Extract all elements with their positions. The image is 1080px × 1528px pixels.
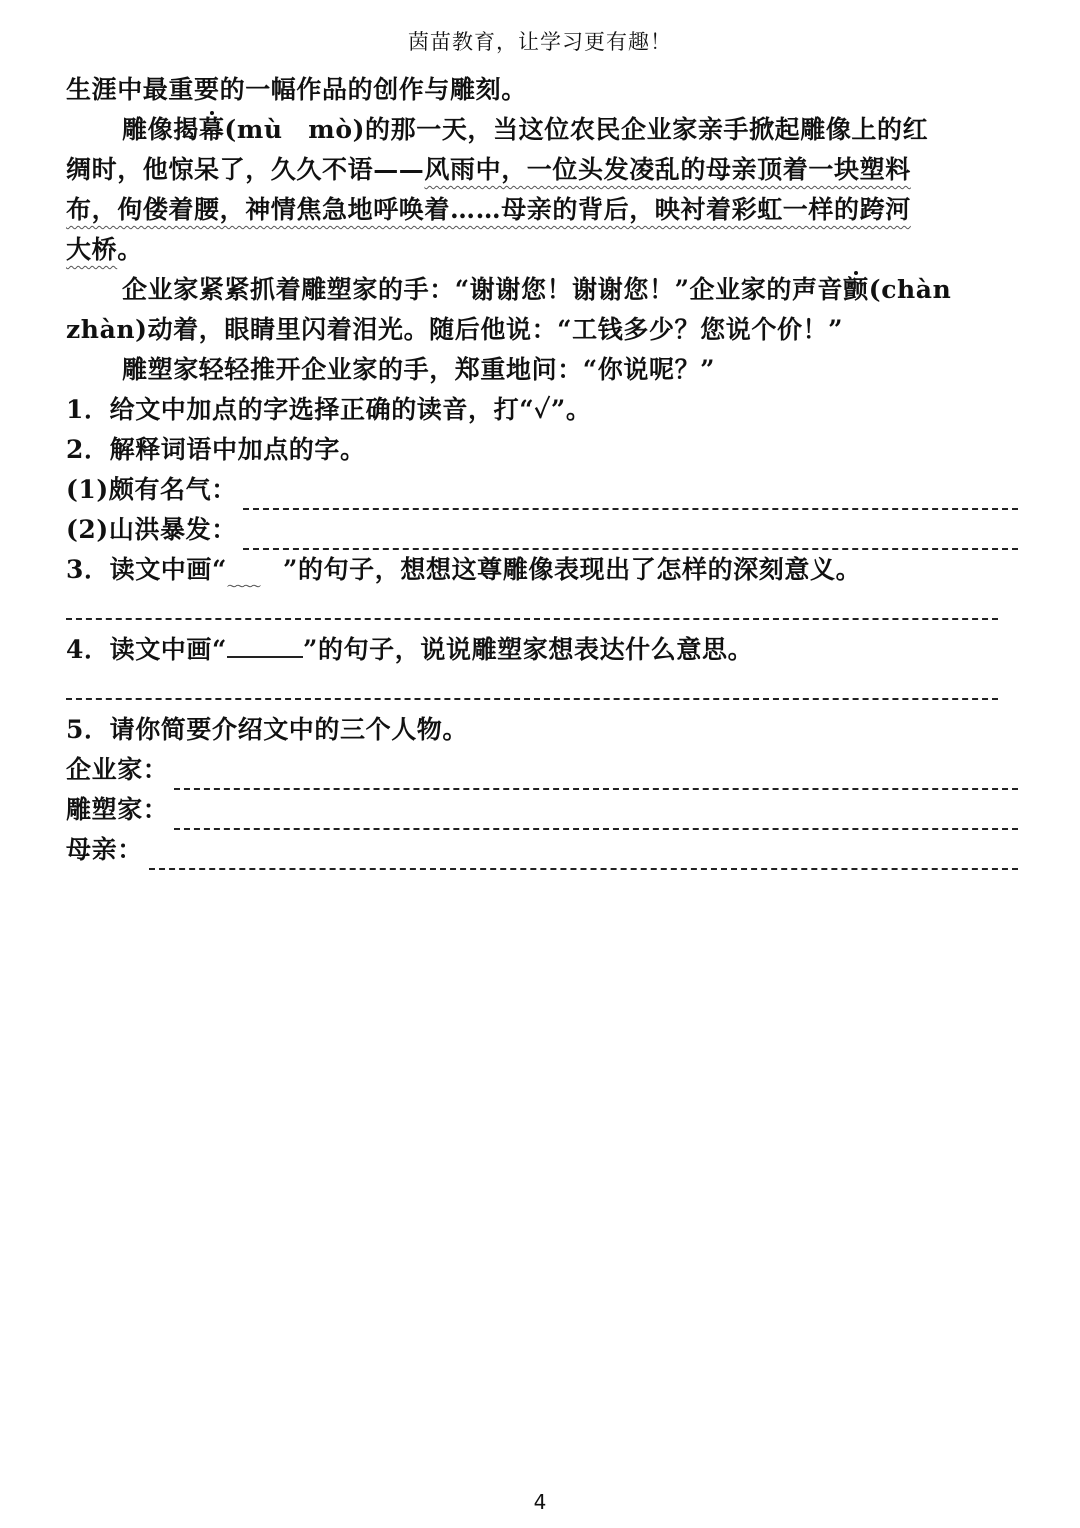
passage-paragraph-2-line-3 [66, 190, 1018, 230]
text: 雕像揭 [122, 115, 199, 144]
wavy-underlined-sentence: 大桥 [66, 235, 118, 264]
page-header: 茵苗教育，让学习更有趣！ [408, 30, 672, 54]
passage-paragraph-2-line-4 [66, 230, 1018, 270]
field-label: 母亲： [66, 835, 143, 864]
answer-blank[interactable] [243, 482, 1018, 510]
text: 。 [117, 235, 143, 264]
answer-blank[interactable] [174, 802, 1018, 830]
answer-rule [66, 618, 998, 620]
dotted-character: 颤 [843, 275, 869, 304]
answer-blank[interactable] [149, 842, 1018, 870]
text: ”的句子，想想这尊雕像表现出了怎样的深刻意义。 [282, 555, 862, 584]
field-label: (2)山洪暴发： [66, 515, 237, 544]
question-5-item-entrepreneur [66, 750, 1018, 790]
question-5-item-sculptor [66, 790, 1018, 830]
text: 企业家紧紧抓着雕塑家的手：“谢谢您！谢谢您！”企业家的声音 [122, 275, 844, 304]
question-3-answer-line[interactable] [66, 590, 1018, 630]
answer-rule [66, 698, 998, 700]
text: (chàn [868, 275, 952, 304]
question-4-answer-line[interactable] [66, 670, 1018, 710]
passage-paragraph-4: 雕塑家轻轻推开企业家的手，郑重地问：“你说呢？” [122, 355, 716, 384]
field-label: (1)颇有名气： [66, 475, 237, 504]
question-5: 5．请你简要介绍文中的三个人物。 [66, 715, 468, 744]
straight-line-marker [227, 634, 303, 658]
question-3 [66, 550, 1018, 590]
question-1: 1．给文中加点的字选择正确的读音，打“✓”。 [66, 395, 592, 424]
text: 4．读文中画“ [66, 635, 227, 664]
passage-paragraph-2-line-1 [66, 110, 1018, 150]
question-4 [66, 630, 1018, 670]
field-label: 企业家： [66, 755, 169, 784]
answer-blank[interactable] [243, 522, 1018, 550]
page-number: 4 [533, 1490, 547, 1514]
wavy-underlined-sentence: 布，佝偻着腰，神情焦急地呼唤着……母亲的背后，映衬着彩虹一样的跨河 [66, 195, 911, 224]
passage-paragraph-3-line-2: zhàn)动着，眼睛里闪着泪光。随后他说：“工钱多少？您说个价！” [66, 315, 844, 344]
field-label: 雕塑家： [66, 795, 169, 824]
question-5-item-mother [66, 830, 1018, 870]
worksheet-content [66, 70, 1018, 870]
passage-line-1: 生涯中最重要的一幅作品的创作与雕刻。 [66, 75, 527, 104]
dotted-character: 幕 [198, 115, 225, 144]
text: 绸时，他惊呆了，久久不语—— [66, 155, 425, 184]
text: (mù mò)的那一天，当这位农民企业家亲手掀起雕像上的红 [224, 115, 929, 144]
question-2: 2．解释词语中加点的字。 [66, 435, 366, 464]
wavy-line-marker [227, 558, 283, 578]
text: ”的句子，说说雕塑家想表达什么意思。 [302, 635, 754, 664]
question-2-item-2 [66, 510, 1018, 550]
question-2-item-1 [66, 470, 1018, 510]
text: 3．读文中画“ [66, 555, 227, 584]
passage-paragraph-2-line-2 [66, 150, 1018, 190]
answer-blank[interactable] [174, 762, 1018, 790]
passage-paragraph-3-line-1 [66, 270, 1018, 310]
wavy-underlined-sentence: 风雨中，一位头发凌乱的母亲顶着一块塑料 [424, 155, 911, 184]
